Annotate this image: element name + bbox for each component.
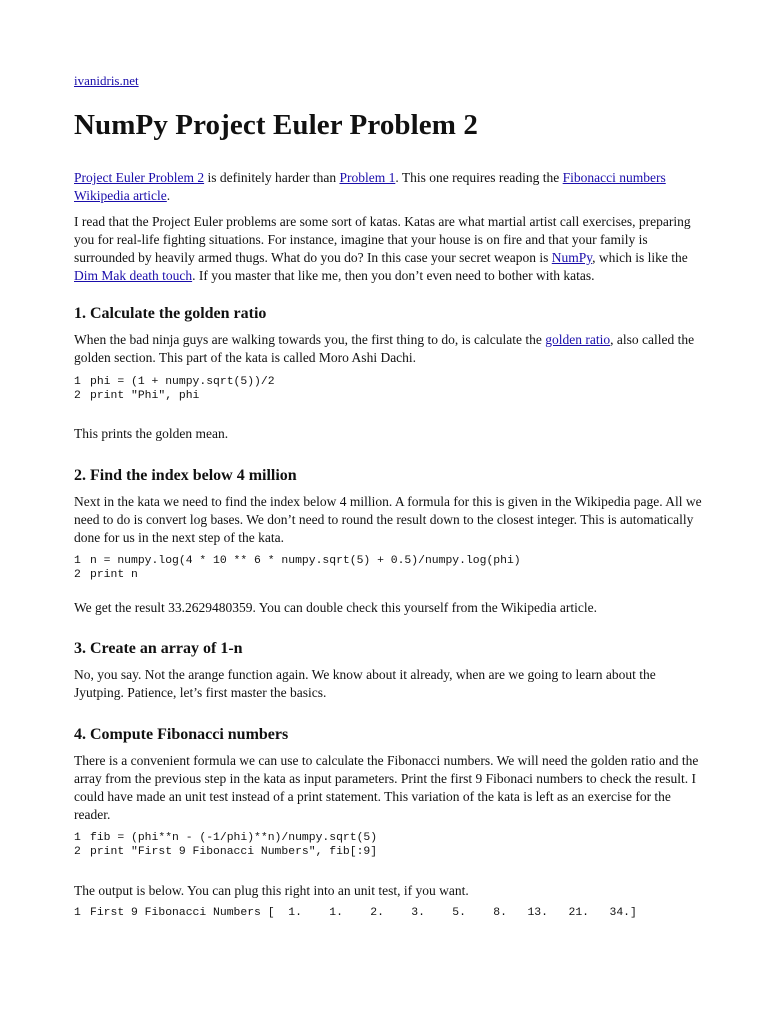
section-heading-fibonacci: 4. Compute Fibonacci numbers	[74, 726, 289, 743]
numpy-link[interactable]: NumPy	[551, 250, 593, 265]
fibonacci-wikipedia-link[interactable]: Fibonacci numbers Wikipedia article	[74, 170, 666, 203]
katas-paragraph	[74, 213, 702, 285]
line-number: 2	[74, 846, 81, 858]
section-text: , also called the golden section. This part of the kata is called Moro Ashi Dachi.	[74, 332, 695, 365]
section-result-text: This prints the golden mean.	[74, 426, 229, 441]
code-text: print "Phi", phi	[90, 390, 200, 402]
intro-text-1: is definitely harder than	[204, 170, 340, 185]
katas-text-3: . If you master that like me, then you don’t even need to bother with katas.	[192, 268, 595, 283]
code-text: print n	[90, 569, 138, 581]
intro-paragraph	[74, 169, 702, 205]
golden-ratio-link[interactable]: golden ratio	[545, 332, 611, 347]
page-title: NumPy Project Euler Problem 2	[74, 109, 478, 141]
problem-1-link[interactable]: Problem 1	[339, 170, 396, 185]
code-text: phi = (1 + numpy.sqrt(5))/2	[90, 376, 275, 388]
project-euler-problem-2-link[interactable]: Project Euler Problem 2	[74, 170, 205, 185]
code-line	[74, 831, 702, 845]
katas-text-1: I read that the Project Euler problems are some sort of katas. Katas are what martial artist call exercises, preparing you for real-life fighting situations. For instance, imagine that your house is on fire and that your family is surrounded by heavily armed thugs. What do you do? In this case your secret weapon is	[74, 214, 691, 265]
line-number: 1	[74, 376, 81, 388]
section-text: When the bad ninja guys are walking towards you, the first thing to do, is calculate the	[74, 332, 546, 347]
code-line	[74, 554, 702, 568]
section-paragraph	[74, 331, 702, 367]
section-result-text: The output is below. You can plug this right into an unit test, if you want.	[74, 883, 469, 898]
code-text: First 9 Fibonacci Numbers [ 1. 1. 2. 3. 5. 8. 13. 21. 34.]	[90, 907, 637, 919]
code-block	[74, 375, 702, 403]
code-line	[74, 906, 702, 920]
intro-text-2: . This one requires reading the	[395, 170, 563, 185]
section-heading-index: 2. Find the index below 4 million	[74, 467, 297, 484]
line-number: 2	[74, 569, 81, 581]
section-paragraph: No, you say. Not the arange function again. We know about it already, when are we going to learn about the Jyutping. Patience, let’s first master the basics.	[74, 667, 656, 700]
code-line	[74, 845, 702, 859]
line-number: 1	[74, 832, 81, 844]
section-paragraph: Next in the kata we need to find the index below 4 million. A formula for this is given in the Wikipedia page. All we need to do is convert log bases. We don’t need to round the result down to the closest integer. This is automatically done for us in the next step of the kata.	[74, 494, 702, 545]
code-text: print "First 9 Fibonacci Numbers", fib[:9]	[90, 846, 378, 858]
intro-text-3: .	[166, 188, 171, 203]
code-text: n = numpy.log(4 * 10 ** 6 * numpy.sqrt(5) + 0.5)/numpy.log(phi)	[90, 555, 521, 567]
code-block	[74, 554, 702, 582]
line-number: 1	[74, 555, 81, 567]
output-block	[74, 906, 702, 920]
section-result-text: We get the result 33.2629480359. You can double check this yourself from the Wikipedia article.	[74, 600, 597, 615]
section-heading-array: 3. Create an array of 1-n	[74, 640, 243, 657]
code-text: fib = (phi**n - (-1/phi)**n)/numpy.sqrt(5)	[90, 832, 378, 844]
section-heading-golden-ratio: 1. Calculate the golden ratio	[74, 305, 267, 322]
code-line	[74, 389, 702, 403]
line-number: 1	[74, 907, 81, 919]
dim-mak-link[interactable]: Dim Mak death touch	[74, 268, 193, 283]
code-line	[74, 568, 702, 582]
article	[74, 72, 702, 920]
line-number: 2	[74, 390, 81, 402]
code-line	[74, 375, 702, 389]
section-paragraph: There is a convenient formula we can use to calculate the Fibonacci numbers. We will need the golden ratio and the array from the previous step in the kata as input parameters. Print the first 9 Fibonaci numbers to check the result. I could have made an unit test instead of a print statement. This variation of the kata is left as an exercise for the reader.	[74, 753, 699, 822]
code-block	[74, 831, 702, 859]
katas-text-2: , which is like the	[592, 250, 688, 265]
site-link[interactable]: ivanidris.net	[74, 73, 139, 88]
